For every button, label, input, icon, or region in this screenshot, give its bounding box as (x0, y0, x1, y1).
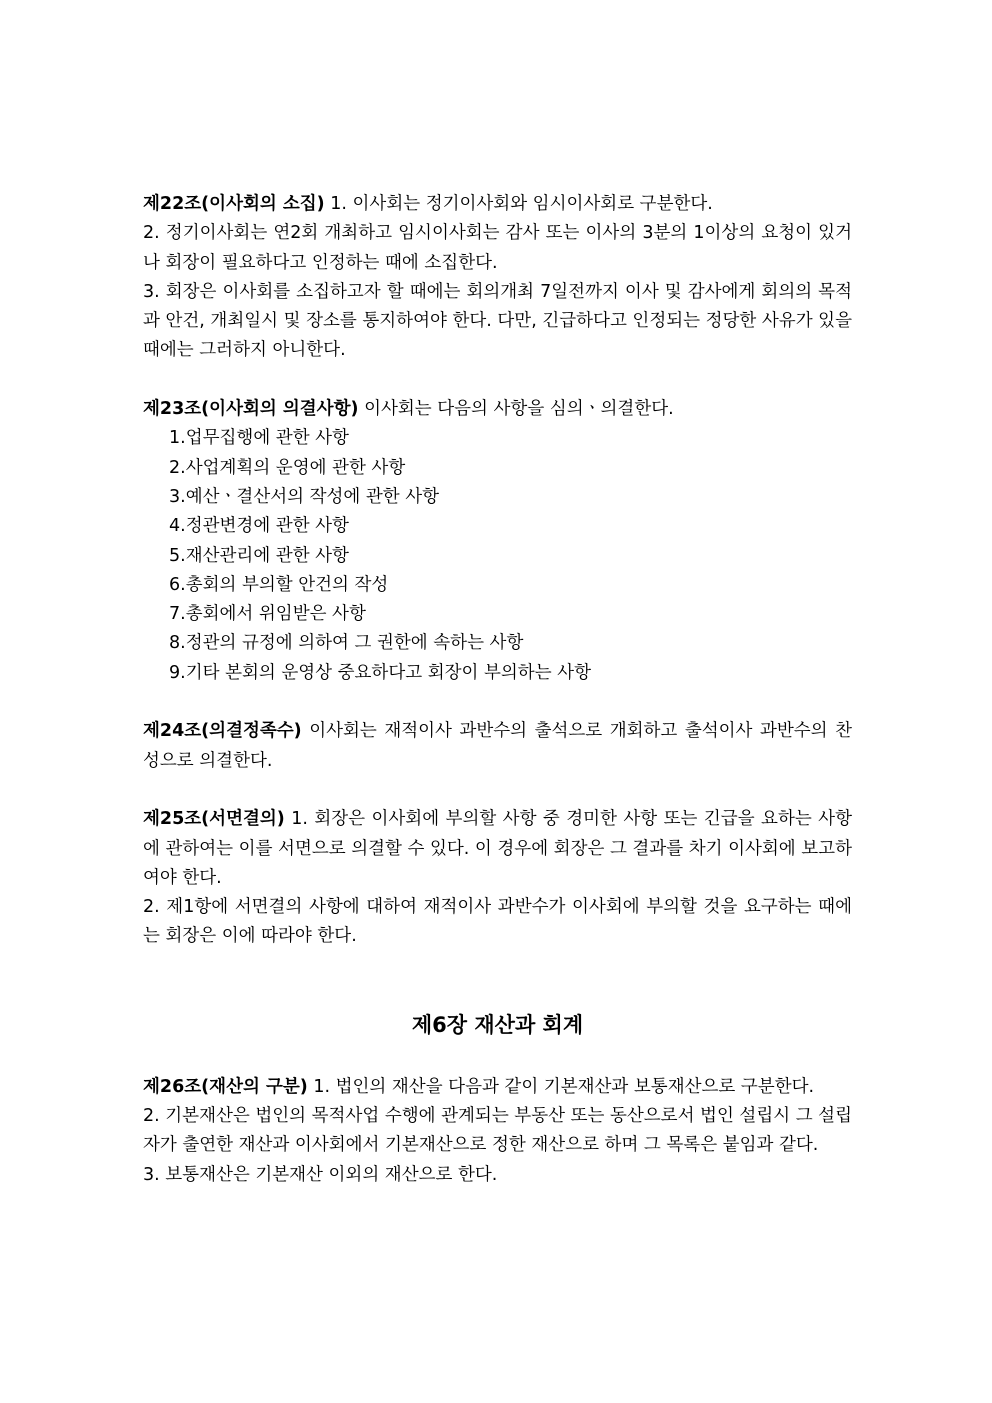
list-item: 2.사업계획의 운영에 관한 사항 (169, 457, 406, 478)
article-26 (143, 1073, 852, 1190)
list-item: 9.기타 본회의 운영상 중요하다고 회장이 부의하는 사항 (169, 662, 591, 683)
article-26-para-1 (143, 1073, 852, 1102)
list-item: 6.총회의 부의할 안건의 작성 (169, 574, 389, 595)
article-24-text: 이사회는 재적이사 과반수의 출석으로 개회하고 출석이사 과반수의 찬성으로 의결한다. (143, 721, 852, 771)
article-22-clause-2: 2. 정기이사회는 연2회 개최하고 임시이사회는 감사 또는 이사의 3분의 1이상의 요청이 있거나 회장이 필요하다고 인정하는 때에 소집한다. (143, 223, 852, 273)
article-25-clause-2: 2. 제1항에 서면결의 사항에 대하여 재적이사 과반수가 이사회에 부의할 것을 요구하는 때에는 회장은 이에 따라야 한다. (143, 897, 852, 947)
list-item: 3.예산ㆍ결산서의 작성에 관한 사항 (169, 486, 440, 507)
list-item: 1.업무집행에 관한 사항 (169, 428, 349, 449)
article-25-para-1 (143, 805, 852, 893)
article-23-item-list (143, 424, 852, 688)
article-23-intro-para (143, 395, 852, 424)
article-24-heading: 제24조(의결정족수) (143, 721, 302, 742)
article-22 (143, 190, 852, 366)
chapter-6-title: 제6장 재산과 회계 (411, 1012, 584, 1037)
article-22-clause-3: 3. 회장은 이사회를 소집하고자 할 때에는 회의개최 7일전까지 이사 및 감사에게 회의의 목적과 안건, 개최일시 및 장소를 통지하여야 한다. 다만, 긴급하다고 인정되는 정당한 사유가 있을 때에는 그러하지 아니한다. (143, 281, 852, 361)
article-23-heading: 제23조(이사회의 의결사항) (143, 399, 359, 420)
article-22-clause-1: 1. 이사회는 정기이사회와 임시이사회로 구분한다. (324, 194, 713, 214)
list-item: 7.총회에서 위임받은 사항 (169, 604, 366, 625)
article-26-heading: 제26조(재산의 구분) (143, 1076, 308, 1097)
article-24 (143, 717, 852, 776)
document-page (143, 190, 852, 1190)
article-25 (143, 805, 852, 951)
list-item: 4.정관변경에 관한 사항 (169, 516, 349, 537)
article-22-para-1 (143, 190, 852, 219)
article-22-heading: 제22조(이사회의 소집) (143, 194, 325, 214)
list-item: 5.재산관리에 관한 사항 (169, 545, 349, 566)
article-26-clause-3: 3. 보통재산은 기본재산 이외의 재산으로 한다. (143, 1164, 498, 1185)
list-item: 8.정관의 규정에 의하여 그 권한에 속하는 사항 (169, 633, 524, 654)
article-23-intro: 이사회는 다음의 사항을 심의ㆍ의결한다. (358, 399, 674, 420)
article-25-clause-1: 1. 회장은 이사회에 부의할 사항 중 경미한 사항 또는 긴급을 요하는 사항에 관하여는 이를 서면으로 의결할 수 있다. 이 경우에 회장은 그 결과를 차기 이사회에 보고하여야 한다. (143, 809, 852, 888)
article-26-clause-1: 1. 법인의 재산을 다음과 같이 기본재산과 보통재산으로 구분한다. (307, 1076, 815, 1097)
article-24-para (143, 717, 852, 776)
article-26-clause-2: 2. 기본재산은 법인의 목적사업 수행에 관계되는 부동산 또는 동산으로서 법인 설립시 그 설립자가 출연한 재산과 이사회에서 기본재산으로 정한 재산으로 하며 그 목록은 붙임과 같다. (143, 1106, 852, 1156)
article-23 (143, 395, 852, 688)
article-25-heading: 제25조(서면결의) (143, 809, 285, 830)
